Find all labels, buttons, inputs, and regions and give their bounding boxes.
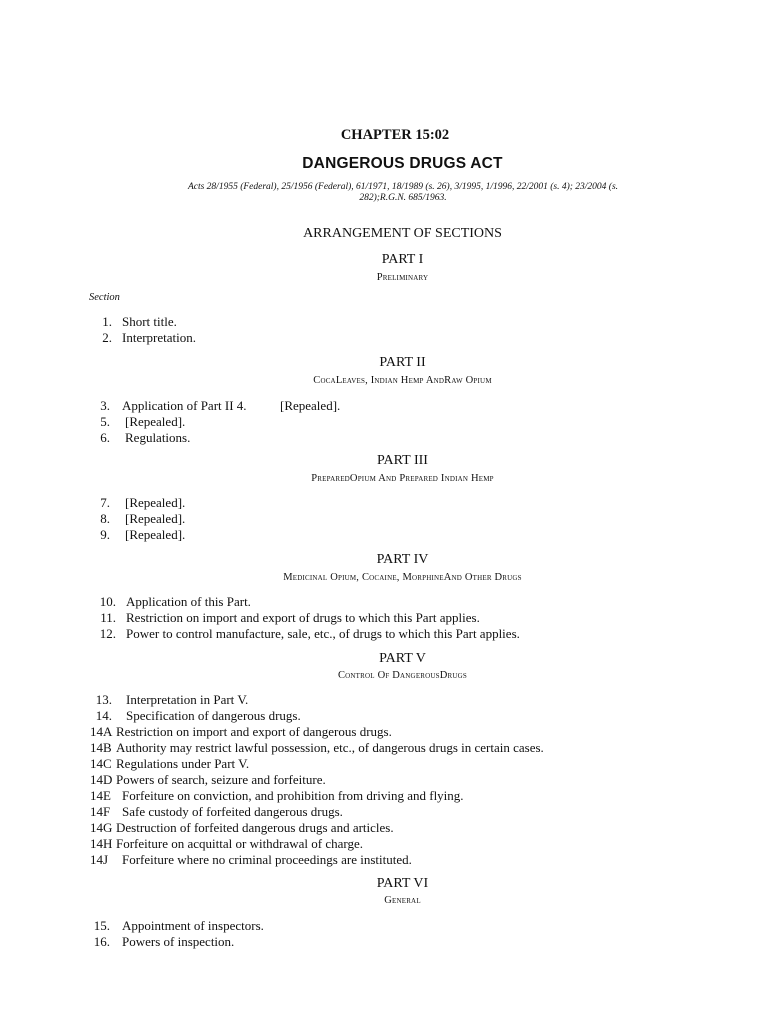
section-list-part-3 bbox=[94, 495, 185, 543]
list-item[interactable] bbox=[90, 692, 544, 708]
section-title: Restriction on import and export of drugs to which this Part applies. bbox=[126, 610, 480, 625]
section-number: 9. bbox=[100, 527, 110, 542]
part-subtitle: PreparedOpium And Prepared Indian Hemp bbox=[311, 473, 494, 484]
section-title: Application of Part II 4. bbox=[122, 398, 247, 413]
act-title: DANGEROUS DRUGS ACT bbox=[302, 155, 503, 172]
part-subtitle: CocaLeaves, Indian Hemp AndRaw Opium bbox=[313, 375, 492, 386]
section-title: Regulations under Part V. bbox=[116, 756, 250, 771]
part-subtitle: Medicinal Opium, Cocaine, MorphineAnd Other Drugs bbox=[283, 572, 522, 583]
list-item[interactable] bbox=[90, 788, 544, 804]
section-number: 14C bbox=[90, 756, 112, 771]
section-number: 14G bbox=[90, 820, 113, 835]
section-title: [Repealed]. bbox=[125, 495, 186, 510]
part-heading: PART II bbox=[379, 355, 426, 370]
list-item[interactable] bbox=[90, 772, 544, 788]
section-number: 10. bbox=[99, 594, 116, 609]
part-heading: PART IV bbox=[376, 552, 429, 567]
list-item[interactable] bbox=[90, 804, 544, 820]
list-item[interactable] bbox=[90, 836, 544, 852]
section-number: 7. bbox=[100, 495, 110, 510]
section-number: 14B bbox=[90, 740, 112, 755]
section-number: 11. bbox=[100, 610, 116, 625]
section-number: 14F bbox=[90, 804, 111, 819]
chapter-heading: CHAPTER 15:02 bbox=[340, 127, 450, 143]
section-number: 12. bbox=[99, 626, 116, 641]
section-number: 3. bbox=[100, 398, 110, 413]
list-item[interactable] bbox=[94, 527, 185, 543]
section-title: Restriction on import and export of dangerous drugs. bbox=[116, 724, 392, 739]
list-item[interactable] bbox=[90, 918, 264, 934]
part-subtitle: General bbox=[384, 895, 421, 906]
list-item[interactable] bbox=[94, 594, 520, 610]
section-number: 8. bbox=[100, 511, 110, 526]
section-list-part-6 bbox=[90, 918, 264, 950]
section-number: 1. bbox=[102, 314, 112, 329]
section-title: Authority may restrict lawful possession, etc., of dangerous drugs in certain cases. bbox=[116, 740, 544, 755]
section-number: 14H bbox=[90, 836, 113, 851]
part-subtitle: Preliminary bbox=[376, 272, 429, 283]
section-title: Powers of inspection. bbox=[122, 934, 235, 949]
list-item[interactable] bbox=[94, 414, 247, 430]
acts-citation bbox=[158, 182, 648, 204]
list-item[interactable] bbox=[94, 511, 185, 527]
section-title: Interpretation. bbox=[122, 330, 196, 345]
part-heading: PART VI bbox=[376, 876, 429, 891]
section-title: [Repealed]. bbox=[125, 414, 186, 429]
section-number: 2. bbox=[102, 330, 112, 345]
list-item[interactable] bbox=[90, 756, 544, 772]
acts-citation-line-2: 282);R.G.N. 685/1963. bbox=[359, 193, 447, 203]
section-number: 14A bbox=[90, 724, 113, 739]
section-number: 14J bbox=[90, 852, 109, 867]
section-number: 14E bbox=[90, 788, 111, 803]
list-item[interactable] bbox=[94, 495, 185, 511]
part-heading: PART V bbox=[379, 651, 426, 666]
list-item[interactable] bbox=[90, 740, 544, 756]
list-item[interactable] bbox=[94, 610, 520, 626]
section-title: Short title. bbox=[122, 314, 177, 329]
section-number: 14. bbox=[95, 708, 112, 723]
section-title: Destruction of forfeited dangerous drugs and articles. bbox=[116, 820, 394, 835]
section-title: Forfeiture on acquittal or withdrawal of charge. bbox=[116, 836, 364, 851]
part-heading: PART III bbox=[377, 453, 428, 468]
section-number: 5. bbox=[100, 414, 110, 429]
section-title: Interpretation in Part V. bbox=[126, 692, 249, 707]
section-list-part-4 bbox=[94, 594, 520, 642]
list-item[interactable] bbox=[90, 934, 264, 950]
section-title: Powers of search, seizure and forfeiture. bbox=[116, 772, 326, 787]
section-number: 16. bbox=[93, 934, 110, 949]
list-item[interactable] bbox=[96, 314, 196, 330]
list-item[interactable] bbox=[94, 398, 341, 414]
part-heading: PART I bbox=[381, 252, 424, 267]
section-title: Regulations. bbox=[125, 430, 191, 445]
list-item[interactable] bbox=[90, 708, 544, 724]
section-title: Power to control manufacture, sale, etc., of drugs to which this Part applies. bbox=[126, 626, 520, 641]
section-title: Forfeiture on conviction, and prohibition from driving and flying. bbox=[122, 788, 464, 803]
arrangement-heading: ARRANGEMENT OF SECTIONS bbox=[303, 226, 502, 241]
section-list-part-5 bbox=[90, 692, 544, 868]
list-item[interactable] bbox=[90, 820, 544, 836]
list-item[interactable] bbox=[90, 724, 544, 740]
section-label: Section bbox=[89, 292, 120, 303]
list-item[interactable] bbox=[94, 626, 520, 642]
section-title: Appointment of inspectors. bbox=[122, 918, 264, 933]
section-number: 13. bbox=[95, 692, 112, 707]
section-title: [Repealed]. bbox=[125, 511, 186, 526]
part-subtitle: Control Of DangerousDrugs bbox=[337, 670, 468, 681]
section-title: Safe custody of forfeited dangerous drugs. bbox=[122, 804, 343, 819]
list-item[interactable] bbox=[96, 330, 196, 346]
section-title: [Repealed]. bbox=[125, 527, 186, 542]
acts-citation-line-1: Acts 28/1955 (Federal), 25/1956 (Federal), 61/1971, 18/1989 (s. 26), 3/1995, 1/1996, 22/2001 (s. 4); 23/2004 (s. bbox=[187, 182, 619, 192]
section-number: 14D bbox=[90, 772, 113, 787]
section-title: Forfeiture where no criminal proceedings are instituted. bbox=[122, 852, 412, 867]
section-title: Application of this Part. bbox=[126, 594, 251, 609]
section-number: 6. bbox=[100, 430, 110, 445]
list-item[interactable] bbox=[90, 852, 544, 868]
section-number: 15. bbox=[93, 918, 110, 933]
section-list-part-2 bbox=[94, 398, 341, 446]
section-title: Specification of dangerous drugs. bbox=[126, 708, 301, 723]
section-list-part-1 bbox=[96, 314, 196, 346]
list-item[interactable] bbox=[94, 430, 247, 446]
section-title: [Repealed]. bbox=[280, 398, 341, 413]
